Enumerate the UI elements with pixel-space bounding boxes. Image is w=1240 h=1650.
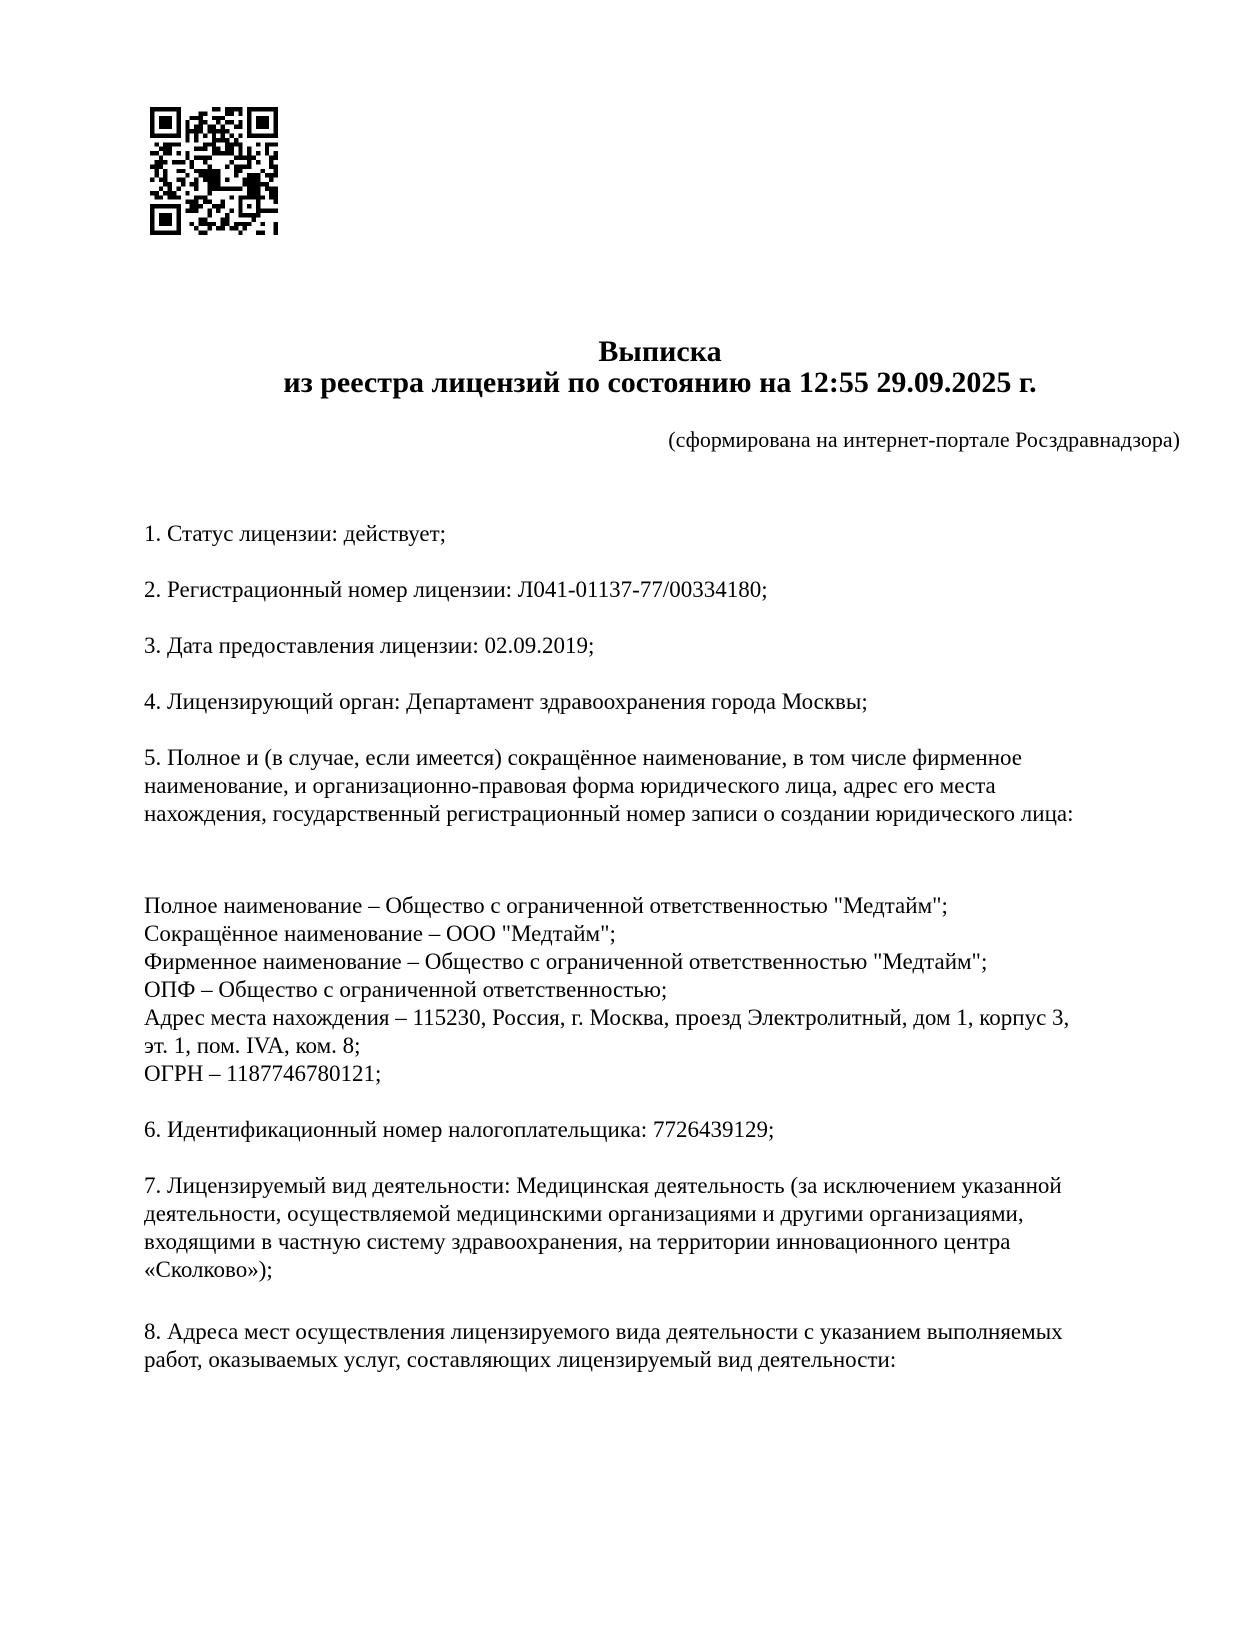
paragraph-taxpayer-id: 6. Идентификационный номер налогоплательщика: 7726439129; <box>144 1117 775 1142</box>
paragraph-licensed-activity: 7. Лицензируемый вид деятельности: Медицинская деятельность (за исключением указанной деятельности, осуществляемой медицинскими организациями и другими организациями, входящими в частную систему здравоохранения, на территории инновационного центра «Сколково»); <box>144 1173 1062 1282</box>
paragraph-grant-date: 3. Дата предоставления лицензии: 02.09.2019; <box>144 633 595 658</box>
paragraph-registration-number: 2. Регистрационный номер лицензии: Л041-01137-77/00334180; <box>144 577 768 602</box>
paragraph-legal-entity-info: 5. Полное и (в случае, если имеется) сокращённое наименование, в том числе фирменное наименование, и организационно-правовая форма юридического лица, адрес его места нахождения, государственный регистрационный номер записи о создании юридического лица: <box>144 745 1074 826</box>
title-line-1: Выписка <box>598 335 722 368</box>
paragraph-name-address-block: Полное наименование – Общество с ограниченной ответственностью "Медтайм"; Сокращённое наименование – ООО "Медтайм"; Фирменное наименование – Общество с ограниченной ответственностью "Медтайм"; ОПФ – Общество с ограниченной ответственностью; Адрес места нахождения – 115230, Россия, г. Москва, проезд Электролитный, дом 1, корпус 3, эт. 1, пом. IVA, ком. 8; ОГРН – 1187746780121; <box>144 893 1070 1086</box>
paragraph-activity-addresses: 8. Адреса мест осуществления лицензируемого вида деятельности с указанием выполняемых работ, оказываемых услуг, составляющих лицензируемый вид деятельности: <box>144 1319 1063 1372</box>
title-line-2: из реестра лицензий по состоянию на 12:55 29.09.2025 г. <box>283 366 1037 399</box>
document-body <box>144 520 1189 1374</box>
document-title <box>140 336 1180 398</box>
document-subtitle: (сформирована на интернет-портале Росздравнадзора) <box>668 427 1180 452</box>
paragraph-licensing-authority: 4. Лицензирующий орган: Департамент здравоохранения города Москвы; <box>144 689 868 714</box>
qr-code <box>150 107 278 235</box>
paragraph-license-status: 1. Статус лицензии: действует; <box>144 521 447 546</box>
